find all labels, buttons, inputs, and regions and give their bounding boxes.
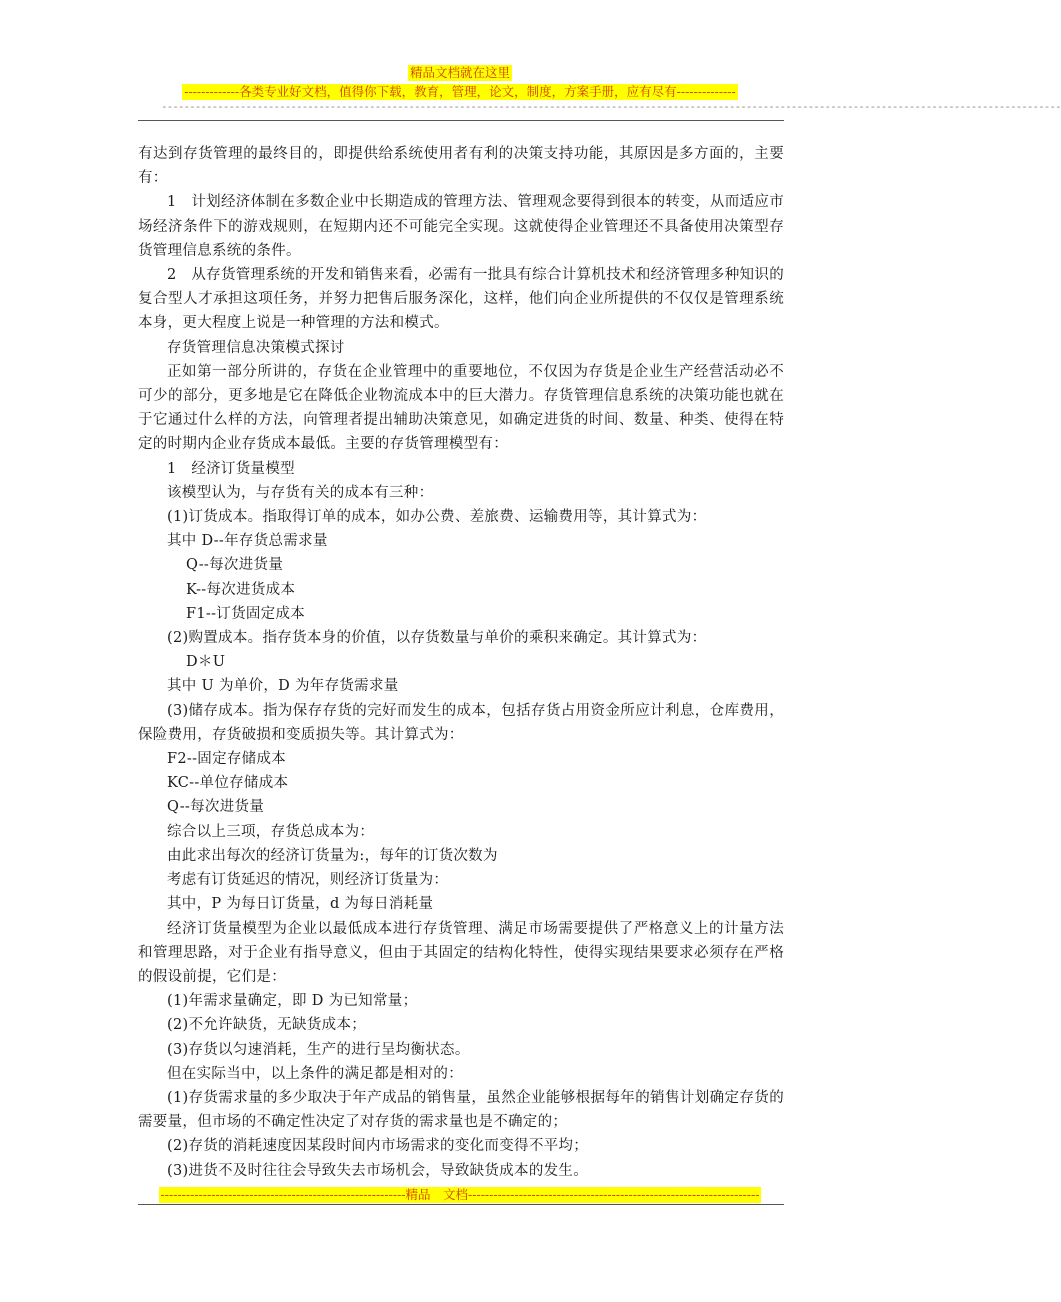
variable-line: KC--单位存储成本 [167,775,289,792]
variable-line: Q--每次进货量 [186,557,284,574]
model-heading: 1 经济订货量模型 [167,460,295,477]
paragraph-eoq: 由此求出每次的经济订货量为:，每年的订货次数为 [167,847,498,864]
paragraph-reason-2: 2 从存货管理系统的开发和销售来看，必需有一批具有综合计算机技术和经济管理多种知识的复合型人才承担这项任务，并努力把售后服务深化，这样，他们向企业所提供的不仅仅是管理系统本身，更大程度上说是一种管理的方法和模式。 [138,267,784,332]
paragraph-models-intro: 正如第一部分所讲的，存货在企业管理中的重要地位，不仅因为存货是企业生产经营活动必不可少的部分，更多地是它在降低企业物流成本中的巨大潜力。存货管理信息系统的决策功能也就在于它通过什么样的方法，向管理者提出辅助决策意见，如确定进货的时间、数量、种类、使得在特定的时期内企业存货成本最低。主要的存货管理模型有： [138,363,784,453]
assumption-item: (3)存货以匀速消耗，生产的进行呈均衡状态。 [167,1041,470,1058]
assumption-item: (2)不允许缺货，无缺货成本； [167,1017,367,1034]
variable-line: Q--每次进货量 [167,799,265,816]
paragraph-order-cost: (1)订货成本。指取得订单的成本，如办公费、差旅费、运输费用等，其计算式为： [167,509,707,526]
paragraph-cost-types: 该模型认为，与存货有关的成本有三种： [167,484,434,501]
variable-line: 其中 U 为单价，D 为年存货需求量 [167,678,399,695]
section-heading: 存货管理信息决策模式探讨 [167,339,345,356]
header-rule [138,120,784,121]
variable-line: 其中，P 为每日订货量，d 为每日消耗量 [167,896,434,913]
paragraph-delay: 考虑有订货延迟的情况，则经济订货量为： [167,872,449,889]
page-footer [0,1184,920,1203]
reality-item: (2)存货的消耗速度因某段时间内市场需求的变化而变得不平均； [167,1138,589,1155]
document-body [138,142,784,1183]
reality-item: (1)存货需求量的多少取决于年产成品的销售量，虽然企业能够根据每年的销售计划确定存货的需要量，但市场的不确定性决定了对存货的需求量也是不确定的； [138,1089,784,1131]
reality-item: (3)进货不及时往往会导致失去市场机会，导致缺货成本的发生。 [167,1162,589,1179]
header-subtitle: -------------各类专业好文档，值得你下载，教育，管理，论文，制度，方案手册，应有尽有-------------- [184,84,736,99]
paragraph-reason-1: 1 计划经济体制在多数企业中长期造成的管理方法、管理观念要得到很本的转变，从而适应市场经济条件下的游戏规则，在短期内还不可能完全实现。这就使得企业管理还不具备使用决策型存货管理信息系统的条件。 [138,194,784,259]
paragraph-total-cost: 综合以上三项，存货总成本为： [167,823,375,840]
variable-line: F2--固定存储成本 [167,751,287,768]
footer-rule [138,1204,784,1205]
paragraph-purchase-cost: (2)购置成本。指存货本身的价值，以存货数量与单价的乘积来确定。其计算式为： [167,630,707,647]
variable-line: K--每次进货成本 [186,581,296,598]
header-title: 精品文档就在这里 [409,65,510,80]
header-dash-line: ---------------------------------------------------------------------------------------------------------------------------------------------------------------- [161,100,1061,113]
paragraph-reality: 但在实际当中，以上条件的满足都是相对的： [167,1065,463,1082]
page-header [0,62,920,100]
paragraph-intro: 有达到存货管理的最终目的，即提供给系统使用者有利的决策支持功能，其原因是多方面的，主要有： [138,146,784,187]
variable-line: F1--订货固定成本 [186,605,306,622]
variable-line: 其中 D--年存货总需求量 [167,533,328,550]
paragraph-storage-cost: (3)储存成本。指为保存存货的完好而发生的成本，包括存货占用资金所应计利息，仓库费用，保险费用，存货破损和变质损失等。其计算式为： [138,702,784,743]
formula-line: D＊U [186,654,226,671]
assumption-item: (1)年需求量确定，即 D 为已知常量； [167,993,418,1010]
footer-text: ----------------------------------------------------------精品 文档--------------------------------------------------------------------- [160,1187,760,1202]
paragraph-eoq-assessment: 经济订货量模型为企业以最低成本进行存货管理、满足市场需要提供了严格意义上的计量方法和管理思路，对于企业有指导意义，但由于其固定的结构化特性，使得实现结果要求必须存在严格的假设前提，它们是： [138,920,784,985]
